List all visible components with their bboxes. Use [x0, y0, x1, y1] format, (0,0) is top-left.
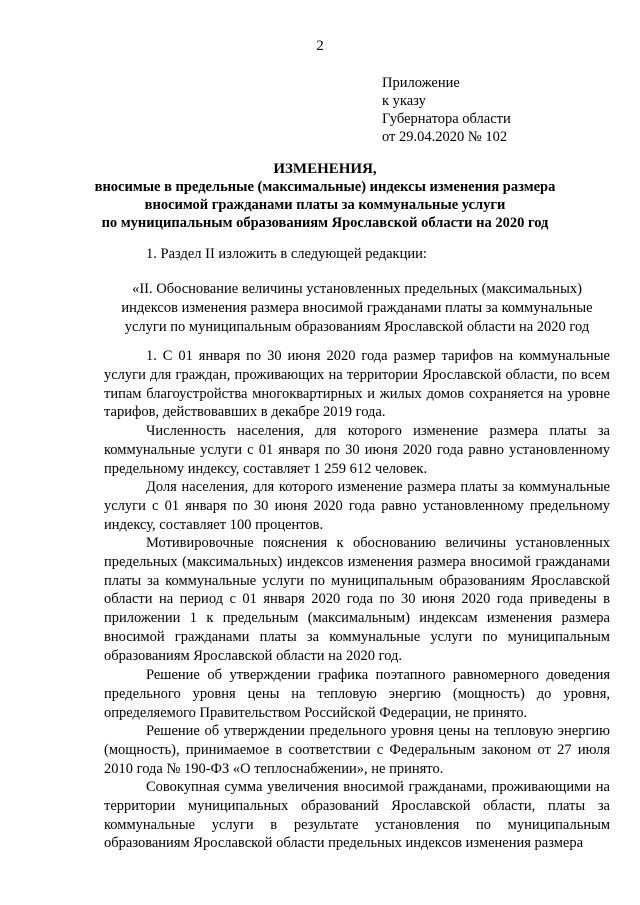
document-title: [90, 160, 560, 232]
appendix-line: к указу: [382, 93, 426, 109]
paragraph-total-sum: Совокупная сумма увеличения вносимой гражданами, проживающими на территории муниципальных образований Ярославской области, платы за коммунальные услуги в результате установления по муниципальным образованиям Ярославской области предельных индексов изменения размера: [104, 779, 610, 852]
section-heading: [104, 280, 610, 337]
page-number: 2: [316, 38, 324, 54]
appendix-line: Приложение: [382, 75, 460, 91]
paragraph-tariffs: 1. С 01 января по 30 июня 2020 года размер тарифов на коммунальные услуги для граждан, проживающих на территории Ярославской области, по всем типам благоустройства многоквартирных и жилых домов сохраняется на уровне тарифов, действовавших в декабре 2019 года.: [104, 348, 610, 421]
paragraph-share: Доля населения, для которого изменение размера платы за коммунальные услуги с 01 января по 30 июня 2020 года равно установленному предельному индексу, составляет 100 процентов.: [104, 479, 610, 533]
paragraph-heat-price: Решение об утверждении предельного уровня цены на тепловую энергию (мощность), принимаемое в соответствии с Федеральным законом от 27 июля 2010 года № 190-ФЗ «О теплоснабжении», не принято.: [104, 723, 610, 777]
title-line: вносимой гражданами платы за коммунальные услуги: [144, 197, 506, 213]
item-1-paragraph: 1. Раздел II изложить в следующей редакции:: [146, 246, 427, 262]
title-line: вносимые в предельные (максимальные) индексы изменения размера: [94, 179, 556, 195]
section-heading-line: индексов изменения размера вносимой гражданами платы за коммунальные: [121, 300, 593, 316]
paragraph-justification: Мотивировочные пояснения к обоснованию величины установленных предельных (максимальных) индексов изменения размера вносимой гражданами платы за коммунальные услуги по муниципальным образованиям Ярославской области на период с 01 января 2020 года по 30 июня 2020 года приведены в приложении 1 к предельным (максимальным) индексам изменения размера вносимой гражданами платы за коммунальные услуги по муниципальным образованиям Ярославской области на 2020 год.: [104, 535, 610, 664]
appendix-line: Губернатора области: [382, 111, 511, 127]
appendix-line: от 29.04.2020 № 102: [382, 129, 508, 145]
section-heading-line: «II. Обоснование величины установленных предельных (максимальных): [132, 281, 582, 297]
section-heading-line: услуги по муниципальным образованиям Ярославской области на 2020 год: [124, 319, 590, 335]
appendix-block: [382, 74, 511, 146]
paragraph-population: Численность населения, для которого изменение размера платы за коммунальные услуги с 01 января по 30 июня 2020 года равно установленному предельному индексу, составляет 1 259 612 человек.: [104, 423, 610, 477]
title-line: по муниципальным образованиям Ярославской области на 2020 год: [101, 215, 549, 231]
title-main: ИЗМЕНЕНИЯ,: [273, 161, 377, 177]
paragraph-heat-schedule: Решение об утверждении графика поэтапного равномерного доведения предельного уровня цены на тепловую энергию (мощность) до уровня, определяемого Правительством Российской Федерации, не принято.: [104, 667, 610, 721]
